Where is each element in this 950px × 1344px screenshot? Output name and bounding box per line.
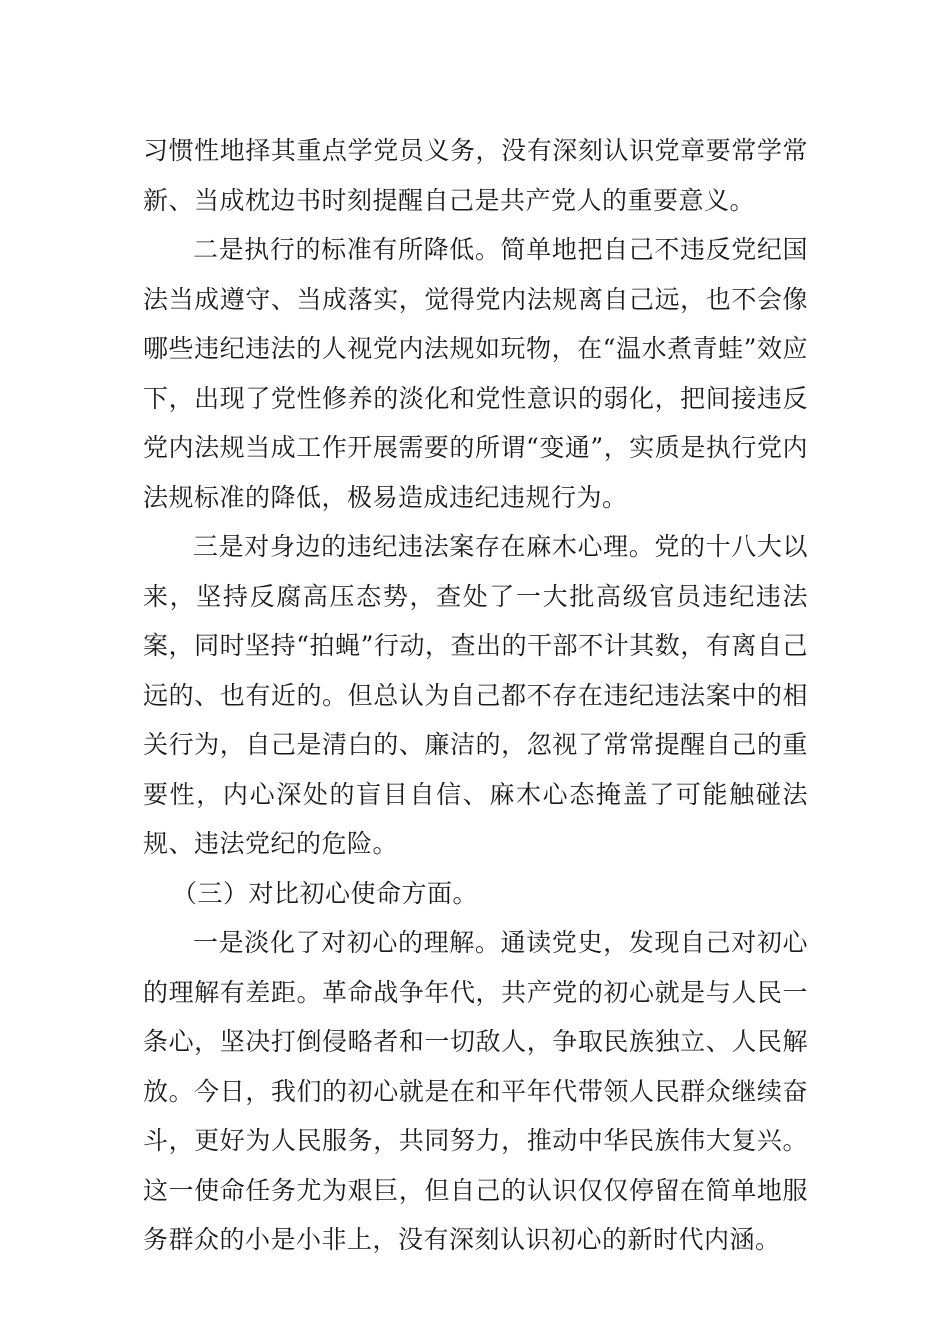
paragraph-numbness: 三是对身边的违纪违法案存在麻木心理。党的十八大以来，坚持反腐高压态势，查处了一大批高级官员违纪违法案，同时坚持“拍蝇”行动，查出的干部不计其数，有离自己远的、也有近的。但总认为自己都不存在违纪违法案中的相关行为，自己是清白的、廉洁的，忽视了常常提醒自己的重要性，内心深处的盲目自信、麻木心态掩盖了可能触碰法规、违法党纪的危险。 [143,532,808,858]
paragraph-continuation: 习惯性地择其重点学党员义务，没有深刻认识党章要常学常新、当成枕边书时刻提醒自己是共产党人的重要意义。 [143,136,808,215]
section-heading-original-mission: （三）对比初心使命方面。 [172,878,479,908]
paragraph-execution-standard: 二是执行的标准有所降低。简单地把自己不违反党纪国法当成遵守、当成落实，觉得党内法规离自己远，也不会像哪些违纪违法的人视党内法规如玩物，在“温水煮青蛙”效应下，出现了党性修养的淡化和党性意识的弱化，把间接违反党内法规当成工作开展需要的所谓“变通”，实质是执行党内法规标准的降低，极易造成违纪违规行为。 [143,235,808,512]
document-body [143,126,808,1265]
paragraph-original-mission: 一是淡化了对初心的理解。通读党史，发现自己对初心的理解有差距。革命战争年代，共产党的初心就是与人民一条心，坚决打倒侵略者和一切敌人，争取民族独立、人民解放。今日，我们的初心就是在和平年代带领人民群众继续奋斗，更好为人民服务，共同努力，推动中华民族伟大复兴。这一使命任务尤为艰巨，但自己的认识仅仅停留在简单地服务群众的小是小非上，没有深刻认识初心的新时代内涵。 [143,928,808,1254]
